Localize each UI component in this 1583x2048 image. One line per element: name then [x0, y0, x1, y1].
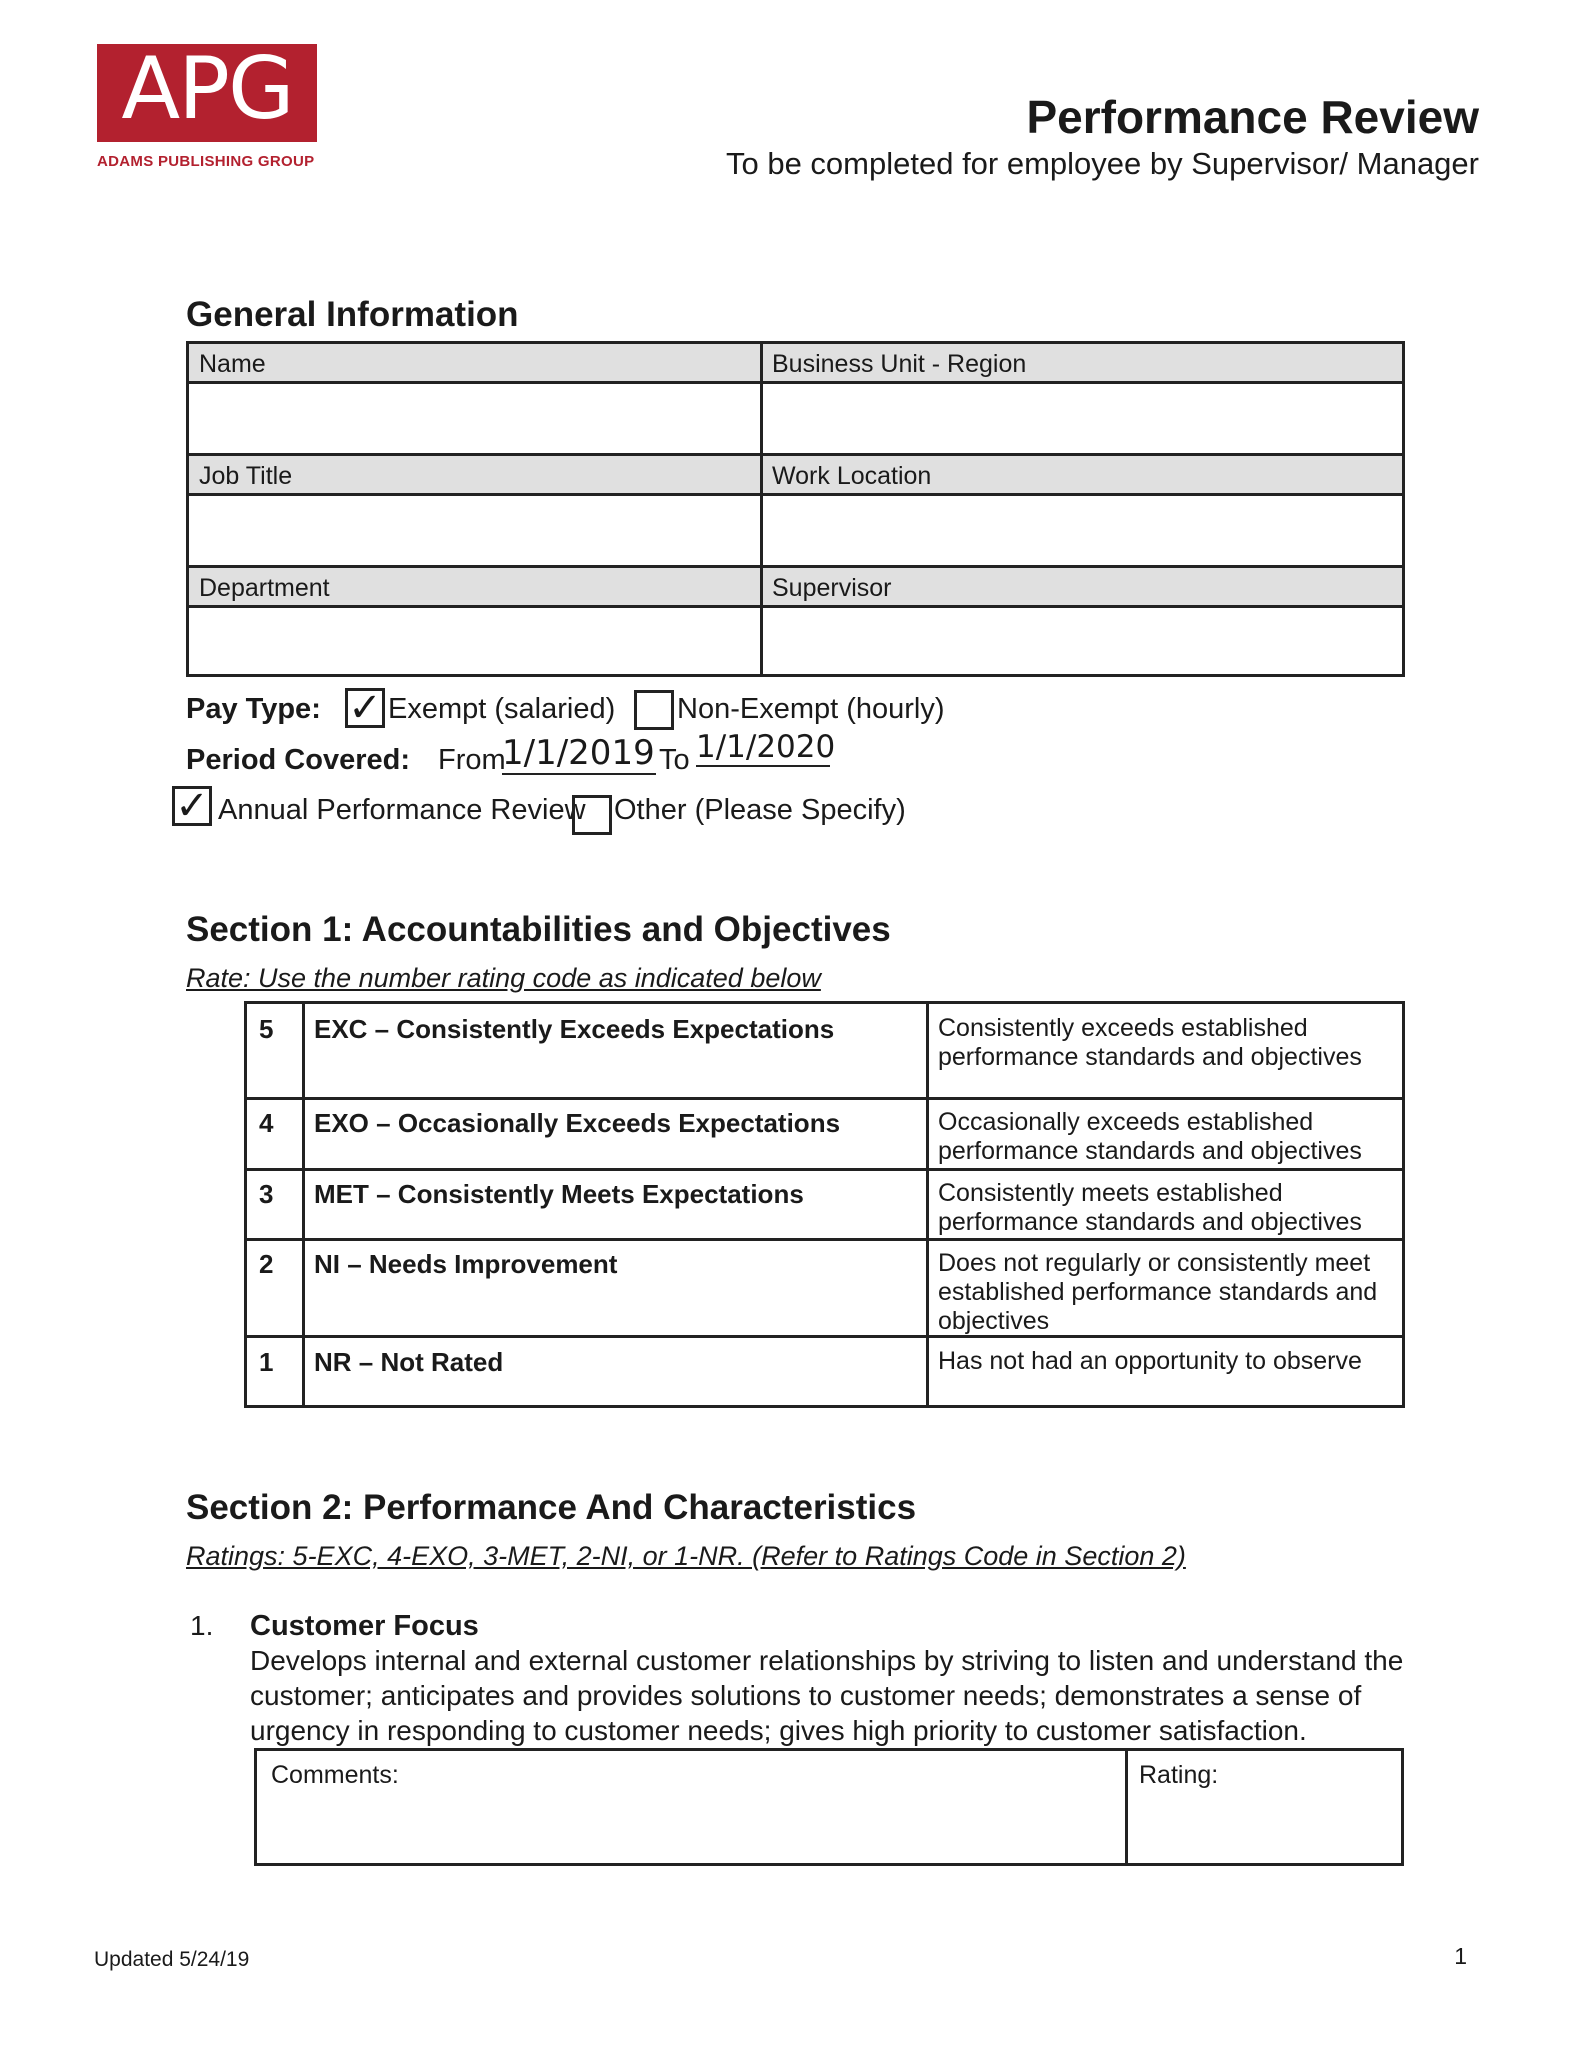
item-description: Develops internal and external customer relationships by striving to listen and understand the customer; anticipates and provides solutions to customer needs; demonstrates a sense of urgency in responding to customer needs; gives high priority to customer satisfaction.: [250, 1645, 1404, 1746]
general-info-heading: General Information: [186, 295, 519, 334]
page-number: 1: [1454, 1943, 1467, 1969]
work-location-field[interactable]: [763, 496, 1402, 565]
department-label: Department: [199, 574, 330, 602]
job-title-field[interactable]: [189, 496, 760, 565]
section1-heading: Section 1: Accountabilities and Objectives: [186, 910, 891, 949]
rating-description: Consistently exceeds established performance standards and objectives: [938, 1014, 1362, 1071]
period-to-field[interactable]: 1/1/2020: [696, 729, 836, 765]
section2-heading: Section 2: Performance And Characteristics: [186, 1488, 917, 1527]
rating-code: EXC – Consistently Exceeds Expectations: [314, 1014, 835, 1044]
logo-letters: APG: [121, 39, 293, 139]
rating-row-divider: [247, 1097, 1402, 1100]
department-field[interactable]: [189, 608, 760, 674]
rating-number: 4: [259, 1108, 274, 1138]
rating-col-divider-2: [926, 1004, 929, 1405]
business-unit-field[interactable]: [763, 384, 1402, 453]
exempt-label: Exempt (salaried): [388, 693, 616, 725]
work-location-label: Work Location: [772, 462, 932, 490]
period-from-field[interactable]: 1/1/2019: [502, 733, 655, 773]
pay-type-label: Pay Type:: [186, 693, 321, 725]
name-label: Name: [199, 350, 266, 378]
rating-number: 2: [259, 1249, 274, 1279]
updated-date: Updated 5/24/19: [94, 1948, 250, 1971]
rating-row-divider: [247, 1168, 1402, 1171]
period-covered-label: Period Covered:: [186, 744, 410, 776]
rating-code-table: [244, 1001, 1405, 1408]
comments-label: Comments:: [271, 1761, 399, 1789]
gi-label-row-2: [189, 456, 1402, 496]
rating-code: EXO – Occasionally Exceeds Expectations: [314, 1108, 841, 1138]
supervisor-label: Supervisor: [772, 574, 892, 602]
rating-description: Has not had an opportunity to observe: [938, 1347, 1362, 1375]
period-from-label: From: [438, 744, 506, 776]
rating-number: 3: [259, 1179, 274, 1209]
annual-review-label: Annual Performance Review: [218, 794, 586, 826]
comments-field[interactable]: [257, 1797, 1123, 1863]
gi-column-divider: [760, 344, 763, 674]
rating-description: Consistently meets established performance standards and objectives: [938, 1179, 1362, 1236]
company-logo: [97, 39, 317, 142]
general-info-table: [186, 341, 1405, 677]
gi-label-row-1: [189, 344, 1402, 384]
rating-number: 5: [259, 1014, 274, 1044]
rating-description: Occasionally exceeds established performance standards and objectives: [938, 1108, 1362, 1165]
rating-code: NI – Needs Improvement: [314, 1249, 618, 1279]
rating-label: Rating:: [1139, 1761, 1219, 1789]
rating-row-divider: [247, 1238, 1402, 1241]
gi-label-row-3: [189, 568, 1402, 608]
section1-instruction: Rate: Use the number rating code as indicated below: [186, 963, 821, 993]
rating-code: MET – Consistently Meets Expectations: [314, 1179, 804, 1209]
period-to-label: To: [659, 744, 690, 776]
rating-field[interactable]: [1129, 1797, 1399, 1863]
exempt-checkbox[interactable]: ✓: [345, 688, 385, 728]
company-name: ADAMS PUBLISHING GROUP: [97, 153, 315, 170]
rating-col-divider-1: [302, 1004, 305, 1405]
document-subtitle: To be completed for employee by Supervisor/ Manager: [725, 146, 1479, 181]
customer-focus-comment-box: [254, 1748, 1404, 1866]
document-title: Performance Review: [1026, 91, 1479, 143]
section2-instruction: Ratings: 5-EXC, 4-EXO, 3-MET, 2-NI, or 1-NR. (Refer to Ratings Code in Section 2): [186, 1541, 1186, 1571]
name-field[interactable]: [189, 384, 760, 453]
annual-review-checkbox[interactable]: ✓: [172, 786, 212, 826]
rating-description: Does not regularly or consistently meet established performance standards and objectives: [938, 1249, 1378, 1335]
non-exempt-label: Non-Exempt (hourly): [677, 693, 945, 725]
item-number: 1.: [190, 1610, 214, 1641]
job-title-label: Job Title: [199, 462, 293, 490]
comment-rating-divider: [1125, 1751, 1128, 1863]
item-title: Customer Focus: [250, 1610, 479, 1642]
rating-code: NR – Not Rated: [314, 1347, 504, 1377]
business-unit-label: Business Unit - Region: [772, 350, 1027, 378]
other-review-checkbox[interactable]: [572, 795, 612, 835]
gi-value-row-2: [189, 496, 1402, 568]
non-exempt-checkbox[interactable]: [634, 690, 674, 730]
other-review-label: Other (Please Specify): [614, 794, 906, 826]
gi-value-row-1: [189, 384, 1402, 456]
rating-number: 1: [259, 1347, 274, 1377]
supervisor-field[interactable]: [763, 608, 1402, 674]
